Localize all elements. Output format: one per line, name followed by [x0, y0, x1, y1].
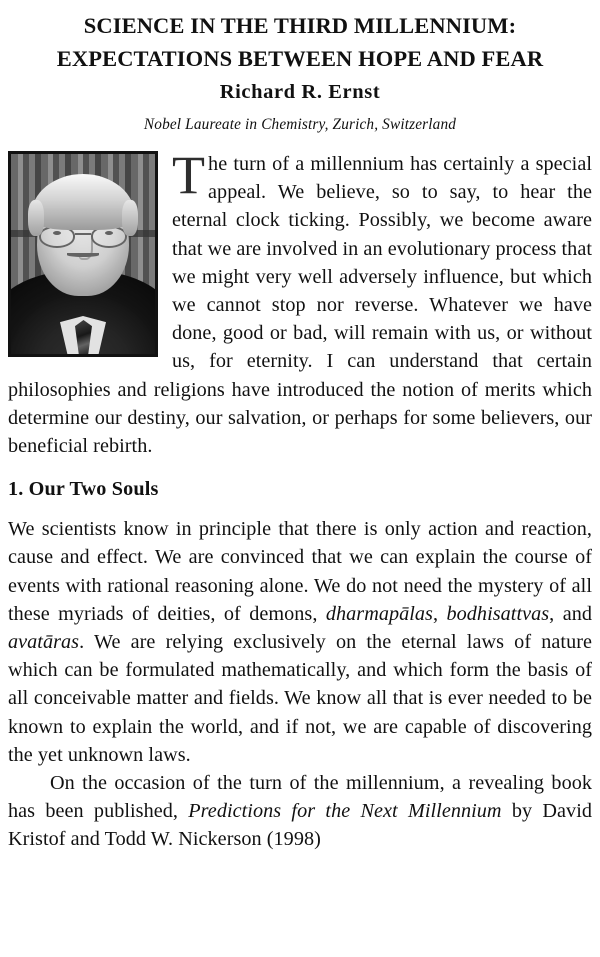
- dropcap-letter: T: [172, 145, 206, 205]
- title-body-spacer: [8, 137, 592, 150]
- paragraph-two-souls-part-1: We scientists know in principle that there is only action and reaction, cause and effect. We are convinced that we can explain the course of events with rational reasoning alone. We do not need the mystery of all these myriads of deities, of demons,: [8, 518, 592, 625]
- paragraph-book-reference-lead: On the occasion of the turn of the millennium, a revealing book has been published,: [8, 772, 592, 823]
- author-affiliation: Nobel Laureate in Chemistry, Zurich, Switzerland: [143, 116, 457, 133]
- portrait-frame: [8, 151, 158, 357]
- paragraph-book-reference: [8, 769, 592, 854]
- document-title-line-1: SCIENCE IN THE THIRD MILLENNIUM:: [83, 13, 517, 38]
- paragraph-two-souls: [8, 515, 592, 769]
- term-bodhisattvas: bodhisattvas: [446, 602, 550, 625]
- book-title-predictions-for-the-next-millennium: Predictions for the Next Millennium: [188, 800, 502, 823]
- term-dharmapalas: dharmapālas: [325, 602, 433, 625]
- portrait-mouth: [67, 253, 99, 257]
- term-avataras: avatāras: [8, 631, 80, 654]
- section-heading-our-two-souls: 1. Our Two Souls: [8, 478, 159, 501]
- paragraph-book-reference-tail: by David Kristof and Todd W. Nickerson (1998): [8, 800, 592, 851]
- paragraph-two-souls-part-2: . We are relying exclusively on the eternal laws of nature which can be formulated mathematically, and which form the basis of all conceivable matter and fields. We know all that is ever needed to be known to explain the world, and if not, we are capable of discovering the yet unknown laws.: [8, 631, 592, 766]
- article-body: [8, 145, 592, 854]
- author-name: Richard R. Ernst: [219, 81, 381, 103]
- title-block: [8, 0, 592, 137]
- glasses-bridge: [75, 233, 91, 235]
- author-portrait: [8, 151, 158, 357]
- paragraph-two-souls-sep-2: , and: [549, 602, 592, 625]
- paragraph-two-souls-sep-1: ,: [432, 602, 447, 625]
- paragraph-opening-text: he turn of a millennium has certainly a special appeal. We believe, so to say, to hear the eternal clock ticking. Possibly, we become aware that we are involved in an evolutionary process that we might very well adversely influence, but which we cannot stop nor reverse. Whatever we have done, good or bad, will remain with us, or without us, for eternity. I can understand that certain philosophies and religions have introduced the notion of merits which determine our destiny, our salvation, or perhaps for some believers, our beneficial rebirth.: [8, 153, 592, 458]
- document-title-line-2: EXPECTATIONS BETWEEN HOPE AND FEAR: [56, 46, 544, 71]
- page-content: [8, 0, 592, 854]
